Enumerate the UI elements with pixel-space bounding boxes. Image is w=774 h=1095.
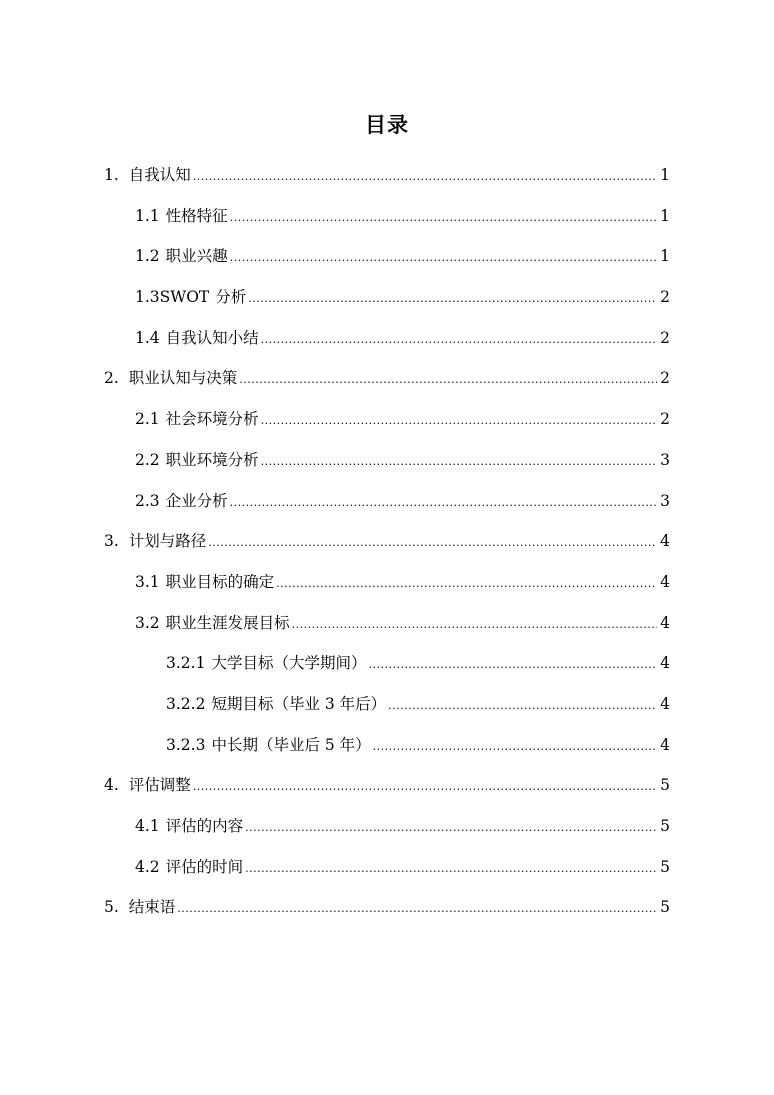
toc-entry-label: 计划与路径 [128,532,207,551]
toc-entry-page-number: 2 [660,369,670,388]
toc-entry-label: 评估调整 [128,776,191,795]
toc-entry[interactable] [104,204,670,245]
dot-leader [368,653,657,677]
toc-entry[interactable] [104,855,670,896]
dot-leader [177,897,657,921]
toc-entry-number: 4.1 [135,817,160,835]
toc-entry-page-number: 4 [660,694,670,713]
toc-entry-number: 1. [104,166,119,184]
toc-entry-page-number: 2 [660,288,670,307]
toc-entry-number: 2.1 [135,410,160,429]
toc-entry-number: 1.1 [135,206,160,225]
toc-entry-number: 3.2.3 [166,735,206,754]
toc-entry-page-number: 1 [660,247,670,266]
toc-entry[interactable] [104,895,670,936]
toc-entry[interactable] [104,570,670,611]
toc-entry-number: 1.2 [135,247,160,266]
toc-entry-label: 大学目标（大学期间） [211,654,367,673]
toc-entry[interactable] [104,163,670,204]
toc-entry-label: 职业认知与决策 [128,369,238,388]
dot-leader [230,206,657,230]
toc-entry-number: 2. [104,369,119,388]
toc-entry-page-number: 4 [660,735,670,754]
dot-leader [261,450,657,474]
toc-entry-number: 3.2.2 [166,694,206,713]
toc-entry[interactable] [104,651,670,692]
toc-entry-number: 5. [104,898,119,917]
toc-entry-page-number: 1 [660,166,670,184]
toc-entry[interactable] [104,244,670,285]
toc-title: 目录 [365,112,409,137]
toc-entry-label: 职业环境分析 [165,450,259,469]
toc-entry-label: 职业目标的确定 [165,572,275,591]
dot-leader [276,572,657,596]
toc-entry-page-number: 2 [660,328,670,347]
toc-entry-label: 自我认知小结 [165,328,259,347]
toc-entry-label: 自我认知 [128,166,191,184]
toc-entry[interactable] [104,407,670,448]
toc-entry-page-number: 4 [660,532,670,551]
toc-entry-number: 3.2 [135,613,160,632]
toc-entry[interactable] [104,326,670,367]
toc-entry[interactable] [104,733,670,774]
table-of-contents [104,163,670,936]
dot-leader [248,287,657,311]
dot-leader [373,735,657,759]
toc-entry[interactable] [104,529,670,570]
toc-entry-label: 职业生涯发展目标 [165,613,290,632]
toc-entry-number: 3.2.1 [166,654,206,673]
toc-entry[interactable] [104,285,670,326]
toc-entry-label: 社会环境分析 [165,410,259,429]
toc-entry[interactable] [104,692,670,733]
toc-entry[interactable] [104,366,670,407]
dot-leader [193,775,657,799]
dot-leader [230,491,657,515]
dot-leader [193,165,657,189]
toc-entry-page-number: 3 [660,491,670,510]
toc-entry-label: 评估的时间 [165,857,244,876]
toc-entry[interactable] [104,489,670,530]
toc-entry-label: 评估的内容 [165,817,244,835]
toc-entry-page-number: 5 [660,776,670,795]
toc-entry-page-number: 2 [660,410,670,429]
toc-entry[interactable] [104,448,670,489]
toc-entry-number: 2.2 [135,450,160,469]
toc-entry-page-number: 5 [660,898,670,917]
toc-entry-label: 分析 [215,288,247,307]
toc-entry[interactable] [104,773,670,814]
dot-leader [239,368,657,392]
toc-entry-number: 2.3 [135,491,160,510]
dot-leader [261,328,657,352]
dot-leader [208,531,657,555]
toc-entry-label: 中长期（毕业后 5 年） [211,735,371,754]
toc-entry-label: 结束语 [128,898,176,917]
dot-leader [261,409,657,433]
dot-leader [245,857,657,881]
toc-entry-label: 性格特征 [165,206,228,225]
toc-entry[interactable] [104,611,670,652]
dot-leader [230,246,657,270]
toc-entry-label: 职业兴趣 [165,247,228,266]
toc-entry-page-number: 4 [660,572,670,591]
toc-entry-page-number: 5 [660,817,670,835]
toc-entry-number: 4. [104,776,119,795]
toc-entry-label: 企业分析 [165,491,228,510]
toc-entry-page-number: 4 [660,613,670,632]
toc-entry-number: 3.1 [135,572,160,591]
toc-entry-number: 3. [104,532,119,551]
toc-entry-page-number: 3 [660,450,670,469]
dot-leader [245,816,657,840]
toc-entry-number: 1.3SWOT [135,288,210,307]
toc-entry-number: 4.2 [135,857,160,876]
dot-leader [292,613,657,637]
toc-entry-number: 1.4 [135,328,160,347]
toc-entry-label: 短期目标（毕业 3 年后） [211,694,387,713]
toc-entry[interactable] [104,814,670,855]
dot-leader [388,694,657,718]
toc-entry-page-number: 4 [660,654,670,673]
toc-entry-page-number: 5 [660,857,670,876]
toc-entry-page-number: 1 [660,206,670,225]
